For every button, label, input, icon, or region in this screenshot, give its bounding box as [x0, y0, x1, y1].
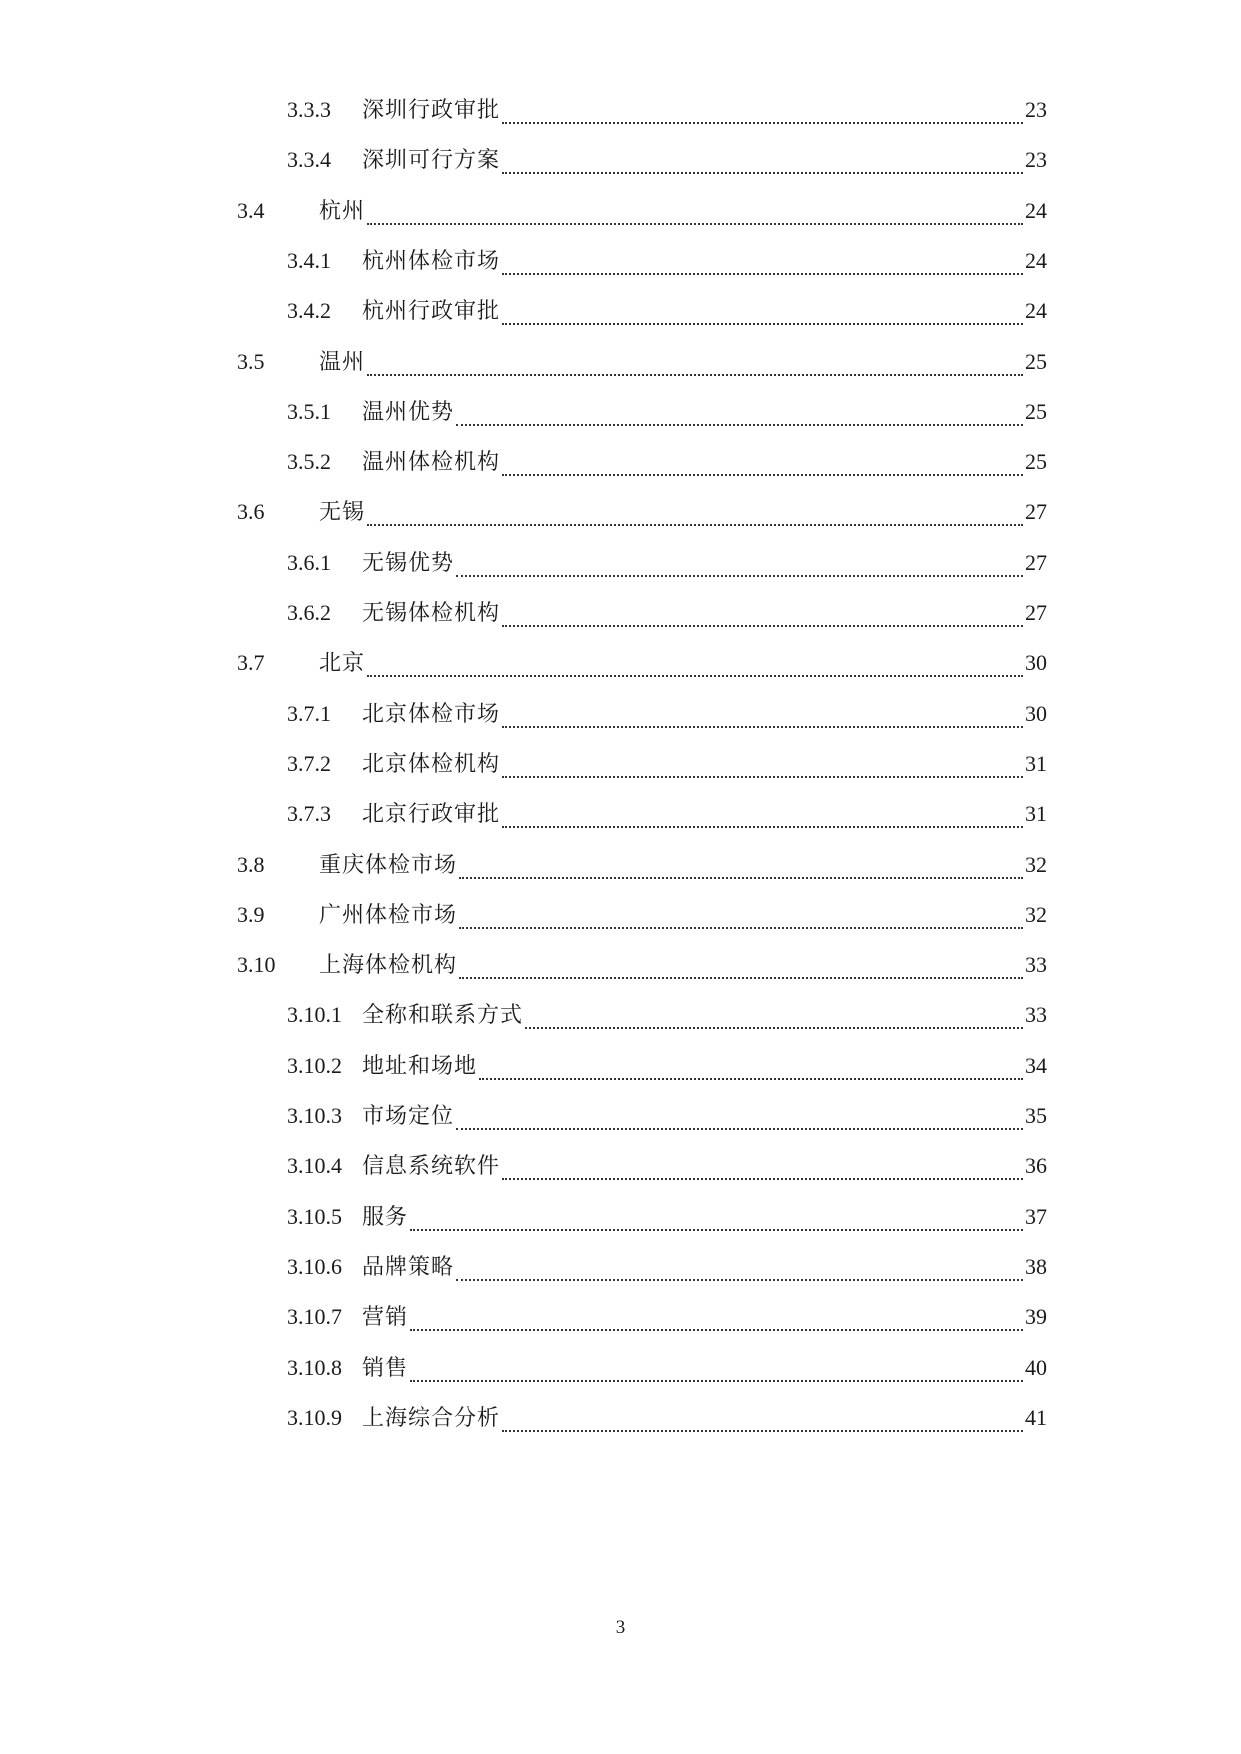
dot-leader [410, 1229, 1023, 1231]
toc-entry-number: 3.6.2 [287, 600, 331, 625]
dot-leader [502, 323, 1023, 325]
toc-entry-title: 杭州体检市场 [362, 247, 501, 273]
toc-entry-title: 温州 [319, 348, 366, 374]
toc-entry[interactable] [237, 945, 1047, 985]
toc-entry-page: 40 [1025, 1354, 1047, 1380]
toc-entry-title: 重庆体检市场 [319, 851, 458, 877]
toc-entry[interactable] [237, 643, 1047, 683]
toc-entry[interactable] [287, 140, 1047, 180]
toc-entry[interactable] [237, 895, 1047, 935]
dot-leader [502, 726, 1023, 728]
dot-leader [502, 172, 1023, 174]
toc-entry-page: 27 [1025, 499, 1047, 525]
toc-entry-number: 3.10.9 [287, 1404, 342, 1430]
dot-leader [367, 374, 1023, 376]
toc-entry[interactable] [287, 543, 1047, 583]
toc-entry-title: 温州体检机构 [362, 449, 501, 475]
toc-entry-page: 27 [1025, 600, 1047, 625]
toc-entry[interactable] [287, 593, 1047, 633]
toc-entry-title: 品牌策略 [362, 1253, 455, 1279]
dot-leader [502, 122, 1023, 124]
toc-entry[interactable] [287, 1247, 1047, 1287]
dot-leader [459, 877, 1023, 879]
toc-entry-page: 23 [1025, 147, 1047, 173]
toc-entry-title: 北京 [319, 650, 366, 676]
toc-entry-page: 33 [1025, 1002, 1047, 1028]
dot-leader [456, 1279, 1023, 1281]
toc-entry-title: 地址和场地 [362, 1052, 478, 1078]
toc-entry-page: 34 [1025, 1052, 1047, 1078]
toc-entry-title: 无锡体检机构 [362, 600, 501, 625]
dot-leader [459, 927, 1023, 929]
toc-entry-title: 上海体检机构 [319, 952, 458, 978]
toc-entry[interactable] [287, 1096, 1047, 1136]
dot-leader [367, 524, 1023, 526]
toc-entry-number: 3.8 [237, 851, 265, 877]
toc-entry-number: 3.4 [237, 197, 265, 223]
toc-entry[interactable] [287, 241, 1047, 281]
toc-entry-number: 3.10.8 [287, 1354, 342, 1380]
toc-entry[interactable] [287, 995, 1047, 1035]
toc-entry[interactable] [237, 191, 1047, 231]
toc-entry-number: 3.10.3 [287, 1103, 342, 1128]
toc-entry-page: 32 [1025, 851, 1047, 877]
toc-entry[interactable] [287, 1398, 1047, 1438]
toc-entry-page: 25 [1025, 398, 1047, 424]
toc-entry-title: 市场定位 [362, 1103, 455, 1128]
dot-leader [456, 1128, 1023, 1130]
toc-entry[interactable] [287, 392, 1047, 432]
toc-entry[interactable] [287, 1046, 1047, 1086]
toc-entry-page: 38 [1025, 1253, 1047, 1279]
toc-entry-title: 营销 [362, 1304, 409, 1330]
dot-leader [459, 977, 1023, 979]
dot-leader [479, 1078, 1023, 1080]
dot-leader [502, 1178, 1023, 1180]
toc-entry[interactable] [237, 342, 1047, 382]
dot-leader [502, 1430, 1023, 1432]
toc-entry-page: 23 [1025, 97, 1047, 122]
toc-entry[interactable] [287, 90, 1047, 130]
dot-leader [502, 826, 1023, 828]
dot-leader [367, 223, 1023, 225]
toc-entry-page: 31 [1025, 801, 1047, 827]
toc-entry-number: 3.5.2 [287, 449, 331, 475]
toc-entry-title: 深圳行政审批 [362, 97, 501, 122]
toc-entry[interactable] [287, 291, 1047, 331]
toc-entry-page: 24 [1025, 247, 1047, 273]
dot-leader [456, 575, 1023, 577]
toc-entry-title: 上海综合分析 [362, 1404, 501, 1430]
toc-entry-title: 销售 [362, 1354, 409, 1380]
toc-entry-page: 32 [1025, 901, 1047, 927]
toc-entry-title: 北京体检市场 [362, 700, 501, 726]
toc-entry-page: 30 [1025, 650, 1047, 676]
toc-entry-number: 3.4.2 [287, 298, 331, 324]
toc-entry[interactable] [287, 794, 1047, 834]
toc-entry-number: 3.7.2 [287, 750, 331, 776]
toc-entry-title: 广州体检市场 [319, 901, 458, 927]
dot-leader [502, 625, 1023, 627]
toc-entry-number: 3.10 [237, 952, 276, 978]
toc-entry-title: 北京行政审批 [362, 801, 501, 827]
toc-entry[interactable] [287, 1146, 1047, 1186]
toc-entry-number: 3.7.1 [287, 700, 331, 726]
toc-entry-page: 24 [1025, 298, 1047, 324]
toc-entry-number: 3.10.1 [287, 1002, 342, 1028]
toc-entry-number: 3.10.5 [287, 1203, 342, 1229]
toc-entry-title: 全称和联系方式 [362, 1002, 524, 1028]
toc-entry-title: 北京体检机构 [362, 750, 501, 776]
toc-entry-number: 3.3.3 [287, 97, 331, 122]
toc-entry-number: 3.7.3 [287, 801, 331, 827]
page-number: 3 [615, 1617, 626, 1638]
toc-entry-number: 3.6.1 [287, 549, 331, 575]
toc-entry-title: 服务 [362, 1203, 409, 1229]
toc-entry-page: 35 [1025, 1103, 1047, 1128]
toc-entry-number: 3.4.1 [287, 247, 331, 273]
toc-entry-page: 25 [1025, 348, 1047, 374]
toc-entry[interactable] [237, 492, 1047, 532]
dot-leader [410, 1329, 1023, 1331]
toc-entry-page: 24 [1025, 197, 1047, 223]
dot-leader [367, 675, 1023, 677]
dot-leader [502, 776, 1023, 778]
toc-entry-page: 39 [1025, 1304, 1047, 1330]
toc-entry-page: 31 [1025, 750, 1047, 776]
toc-entry-page: 25 [1025, 449, 1047, 475]
toc-entry-number: 3.10.6 [287, 1253, 342, 1279]
dot-leader [456, 424, 1023, 426]
dot-leader [525, 1027, 1023, 1029]
toc-entry[interactable] [287, 744, 1047, 784]
toc-entry-title: 无锡优势 [362, 549, 455, 575]
toc-entry-number: 3.10.2 [287, 1052, 342, 1078]
toc-entry-title: 无锡 [319, 499, 366, 525]
toc-entry[interactable] [237, 845, 1047, 885]
dot-leader [502, 474, 1023, 476]
dot-leader [410, 1380, 1023, 1382]
toc-entry-number: 3.5 [237, 348, 265, 374]
toc-entry-page: 36 [1025, 1153, 1047, 1179]
toc-entry-title: 杭州行政审批 [362, 298, 501, 324]
toc-entry-page: 33 [1025, 952, 1047, 978]
toc-entry-number: 3.10.7 [287, 1304, 342, 1330]
toc-entry-page: 37 [1025, 1203, 1047, 1229]
toc-entry-title: 深圳可行方案 [362, 147, 501, 173]
toc-entry-number: 3.6 [237, 499, 265, 525]
toc-entry-title: 杭州 [319, 197, 366, 223]
toc-entry-number: 3.5.1 [287, 398, 331, 424]
toc-entry-title: 温州优势 [362, 398, 455, 424]
toc-entry-page: 27 [1025, 549, 1047, 575]
toc-entry[interactable] [287, 694, 1047, 734]
toc-entry[interactable] [287, 1348, 1047, 1388]
dot-leader [502, 273, 1023, 275]
toc-entry[interactable] [287, 442, 1047, 482]
toc-entry[interactable] [287, 1297, 1047, 1337]
toc-entry-page: 41 [1025, 1404, 1047, 1430]
toc-entry[interactable] [287, 1197, 1047, 1237]
toc-entry-number: 3.7 [237, 650, 265, 676]
toc-entry-title: 信息系统软件 [362, 1153, 501, 1179]
toc-entry-page: 30 [1025, 700, 1047, 726]
toc-entry-number: 3.3.4 [287, 147, 331, 173]
toc-entry-number: 3.9 [237, 901, 265, 927]
toc-entry-number: 3.10.4 [287, 1153, 342, 1179]
